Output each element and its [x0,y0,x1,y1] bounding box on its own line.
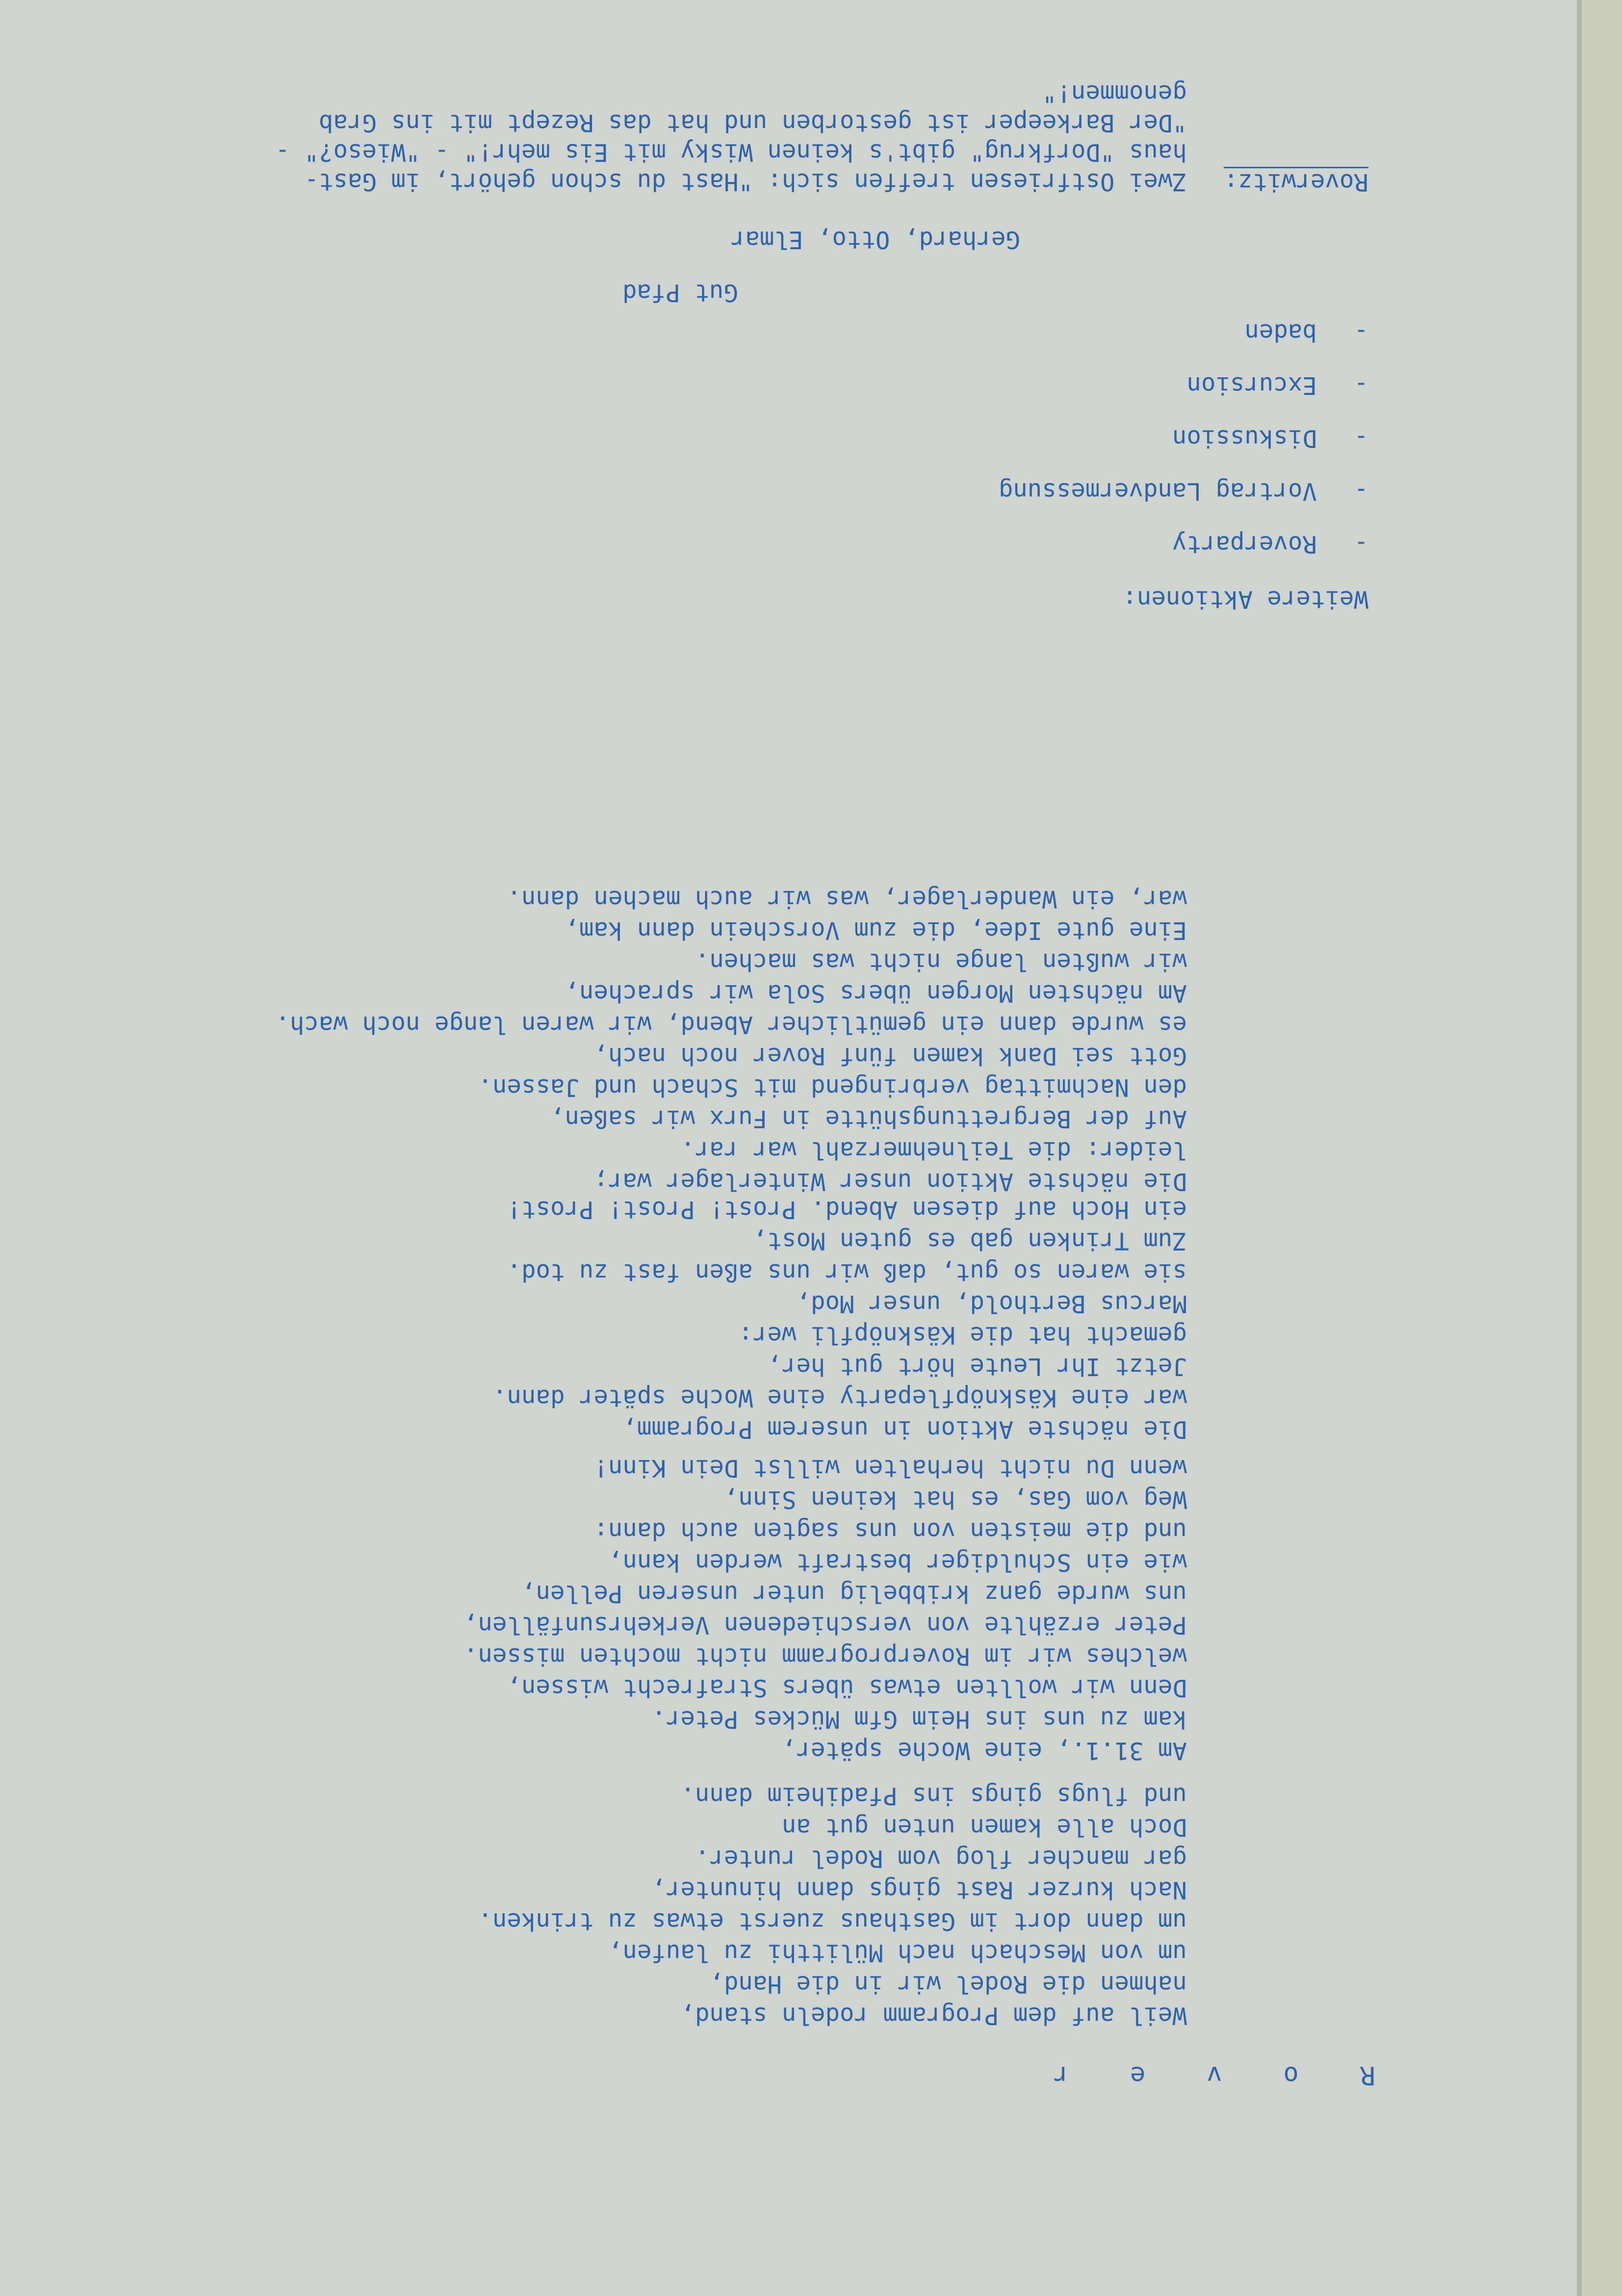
action-item [999,412,1368,465]
verse-line: Eine gute Idee, die zum Vorschein dann kam, [565,916,1187,944]
action-label: baden [1244,318,1317,346]
action-bullet: - [1354,477,1368,505]
action-label: Roverparty [1172,530,1317,558]
verse-line: Denn wir wollten etwas übers Strafrecht wissen, [507,1674,1187,1702]
verse-line: kam zu uns ins Heim Gfm Mückes Peter. [651,1705,1187,1733]
verse-line: uns wurde ganz kribbelig unter unseren Pellen, [521,1580,1187,1608]
action-item [999,465,1368,518]
signature-names: Gerhard, Otto, Elmar [730,226,1020,254]
verse-line: ein Hoch auf diesen Abend. Prost! Prost! Prost! [507,1196,1187,1224]
verse-line: nahmen die Rodel wir in die Hand, [709,1970,1187,1998]
verse-line: um dann dort im Gasthaus zuerst etwas zu trinken. [478,1907,1187,1935]
verse-line: Jetzt Ihr Leute hört gut her, [767,1353,1187,1381]
action-label: Vortrag Landvermessung [998,477,1317,505]
verse-line: Nach kurzer Rast gings dann hinunter, [651,1876,1187,1904]
joke-line: Zwei Ostfriesen treffen sich: "Hast du schon gehört, im Gast- [304,168,1187,196]
verse-line: und die meisten von uns sagten auch dann: [593,1517,1187,1545]
joke-line: "Der Barkeeper ist gestorben und hat das Rezept mit ins Grab [318,109,1187,137]
verse-line: sie waren so gut, daß wir uns aßen fast zu tod. [507,1258,1187,1286]
action-item [999,306,1368,359]
verse-line: Auf der Bergrettungshütte in Furx wir saßen, [550,1105,1187,1133]
further-actions-list [999,306,1368,571]
stanza-kaesknoepfle [492,1194,1187,1445]
joke-line: genommen!" [1042,79,1187,107]
further-actions-heading: Weitere Aktionen: [1122,585,1368,613]
stanza-rodeln [478,1780,1187,2031]
verse-line: Gott sei Dank kamen fünf Rover noch nach, [593,1042,1187,1070]
verse-line: leider: die Teilnehmerzahl war rar. [680,1136,1187,1164]
stanza-winterlager [275,883,1187,1197]
verse-line: gar mancher flog vom Rodel runter. [695,1845,1187,1873]
verse-line: Zum Trinken gab es guten Most, [752,1227,1187,1255]
verse-line: Die nächste Aktion in unserem Programm, [622,1415,1187,1443]
verse-line: welches wir im Roverprogramm nicht mochten missen. [463,1643,1187,1670]
stanza-strafrecht [463,1452,1187,1766]
verse-line: war eine Käsknöpfleparty eine Woche später dann. [492,1384,1187,1412]
verse-line: es wurde dann ein gemütlicher Abend, wir waren lange noch wach. [275,1011,1187,1039]
action-item [999,518,1368,571]
signature-greeting: Gut Pfad [622,279,738,307]
signature [622,213,1020,319]
action-bullet: - [1354,424,1368,452]
joke-line: haus "Dorfkrug" gibt's keinen Wisky mit Eis mehr!" - "Wieso?" - [275,138,1187,166]
further-actions [999,306,1368,613]
verse-line: wie ein Schuldiger bestraft werden kann, [608,1548,1187,1576]
verse-line: wenn Du nicht herhalten willst Dein Kinn! [593,1454,1187,1482]
verse-line: und flugs gings ins Pfadiheim dann. [680,1782,1187,1810]
verse-line: war, ein Wanderlager, was wir auch machen dann. [507,885,1187,913]
action-label: Excursion [1186,371,1317,399]
verse-line: Am 31.1., eine Woche später, [781,1737,1187,1765]
verse-line: den Nachmittag verbringend mit Schach und Jassen. [478,1073,1187,1101]
page-title: R o v e r [1030,2061,1375,2090]
verse-line: Peter erzählte von verschiedenen Verkehrsunfällen, [463,1611,1187,1639]
verse-line: Doch alle kamen unten gut an [781,1813,1187,1841]
verse-line: wir wußten lange nicht was machen. [695,948,1187,976]
binding-spine [1582,0,1622,2296]
action-label: Diskussion [1172,424,1317,452]
verse-line: um von Meschach nach Mülitthi zu laufen, [608,1939,1187,1967]
verse-line: Weil auf dem Programm rodeln stand, [680,2002,1187,2030]
verse-line: gemacht hat die Käsknöpfli wer: [738,1321,1187,1349]
verse-line: Marcus Berthold, unser Mod, [796,1290,1187,1318]
verse-line: Die nächste Aktion unser Winterlager war; [593,1168,1187,1196]
verse-line: Weg vom Gas, es hat keinen Sinn, [723,1486,1187,1513]
joke-label: Roverwitz: [1224,168,1368,196]
action-item [999,359,1368,412]
action-bullet: - [1354,318,1368,346]
action-bullet: - [1354,371,1368,399]
verse-line: Am nächsten Morgen übers Sola wir sprachen, [565,979,1187,1007]
action-bullet: - [1354,530,1368,558]
joke-text [275,78,1187,196]
